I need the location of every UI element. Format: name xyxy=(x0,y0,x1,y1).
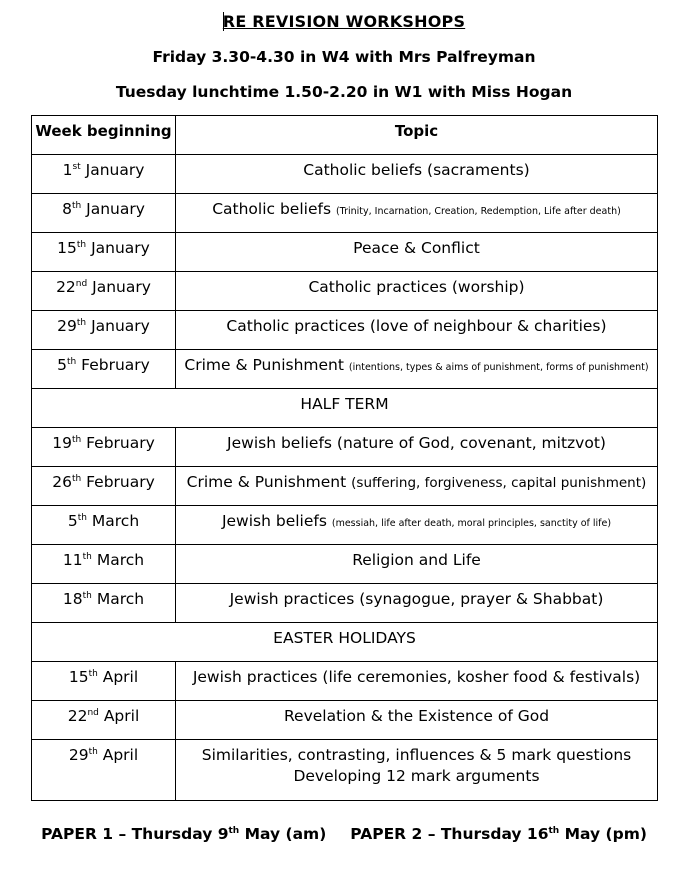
topic-cell: Crime & Punishment (intentions, types & aims of punishment, forms of punishment) xyxy=(176,350,658,389)
topic-line-2: Developing 12 mark arguments xyxy=(293,767,540,785)
easter-holidays-cell: EASTER HOLIDAYS xyxy=(32,623,658,662)
topic-cell: Jewish practices (synagogue, prayer & Shabbat) xyxy=(176,584,658,623)
topic-cell: Jewish beliefs (nature of God, covenant, mitzvot) xyxy=(176,428,658,467)
topic-detail: (messiah, life after death, moral principles, sanctity of life) xyxy=(331,518,612,529)
week-cell: 29th January xyxy=(32,311,176,350)
topic-cell: Catholic practices (love of neighbour & charities) xyxy=(176,311,658,350)
topic-detail: (intentions, types & aims of punishment, forms of punishment) xyxy=(348,362,649,373)
session-friday: Friday 3.30-4.30 in W4 with Mrs Palfreyman xyxy=(152,48,536,66)
topic-cell: Jewish practices (life ceremonies, kosher food & festivals) xyxy=(176,662,658,701)
week-cell: 5th February xyxy=(32,350,176,389)
header-week-beginning: Week beginning xyxy=(32,116,176,155)
week-cell: 15th January xyxy=(32,233,176,272)
table-row xyxy=(32,662,658,701)
table-row xyxy=(32,545,658,584)
paper-2-date: PAPER 2 – Thursday 16th May (pm) xyxy=(350,825,647,843)
table-row xyxy=(32,194,658,233)
table-row xyxy=(32,740,658,801)
table-row xyxy=(32,428,658,467)
topic-cell: Peace & Conflict xyxy=(176,233,658,272)
topic-cell: Revelation & the Existence of God xyxy=(176,701,658,740)
topic-cell: Jewish beliefs (messiah, life after death, moral principles, sanctity of life) xyxy=(176,506,658,545)
header-row xyxy=(32,116,658,155)
topic-detail: (suffering, forgiveness, capital punishment) xyxy=(351,475,647,491)
paper-1-date: PAPER 1 – Thursday 9th May (am) xyxy=(41,825,327,843)
week-cell: 22nd April xyxy=(32,701,176,740)
document-title xyxy=(0,12,688,31)
table-row xyxy=(32,155,658,194)
header-topic: Topic xyxy=(176,116,658,155)
week-cell: 19th February xyxy=(32,428,176,467)
week-cell: 15th April xyxy=(32,662,176,701)
week-cell: 26th February xyxy=(32,467,176,506)
topic-cell: Catholic practices (worship) xyxy=(176,272,658,311)
table-row xyxy=(32,272,658,311)
week-cell: 5th March xyxy=(32,506,176,545)
title-text: RE REVISION WORKSHOPS xyxy=(222,12,466,31)
topic-cell: Catholic beliefs (Trinity, Incarnation, Creation, Redemption, Life after death) xyxy=(176,194,658,233)
table-row xyxy=(32,584,658,623)
table-row xyxy=(32,350,658,389)
half-term-cell: HALF TERM xyxy=(32,389,658,428)
week-cell: 8th January xyxy=(32,194,176,233)
week-cell: 11th March xyxy=(32,545,176,584)
week-cell: 22nd January xyxy=(32,272,176,311)
break-row xyxy=(32,623,658,662)
week-cell: 18th March xyxy=(32,584,176,623)
week-cell: 29th April xyxy=(32,740,176,801)
table-row xyxy=(32,233,658,272)
week-cell: 1st January xyxy=(32,155,176,194)
table-row xyxy=(32,467,658,506)
topic-cell: Similarities, contrasting, influences & 5 mark questions Developing 12 mark arguments xyxy=(176,740,658,801)
topic-cell: Religion and Life xyxy=(176,545,658,584)
topic-cell: Catholic beliefs (sacraments) xyxy=(176,155,658,194)
table-row xyxy=(32,506,658,545)
break-row xyxy=(32,389,658,428)
table-row xyxy=(32,701,658,740)
schedule-table xyxy=(31,115,658,801)
table-row xyxy=(32,311,658,350)
topic-detail: (Trinity, Incarnation, Creation, Redemption, Life after death) xyxy=(335,206,621,217)
topic-cell: Crime & Punishment (suffering, forgiveness, capital punishment) xyxy=(176,467,658,506)
exam-dates xyxy=(0,825,688,843)
session-tuesday: Tuesday lunchtime 1.50-2.20 in W1 with Miss Hogan xyxy=(115,83,573,101)
